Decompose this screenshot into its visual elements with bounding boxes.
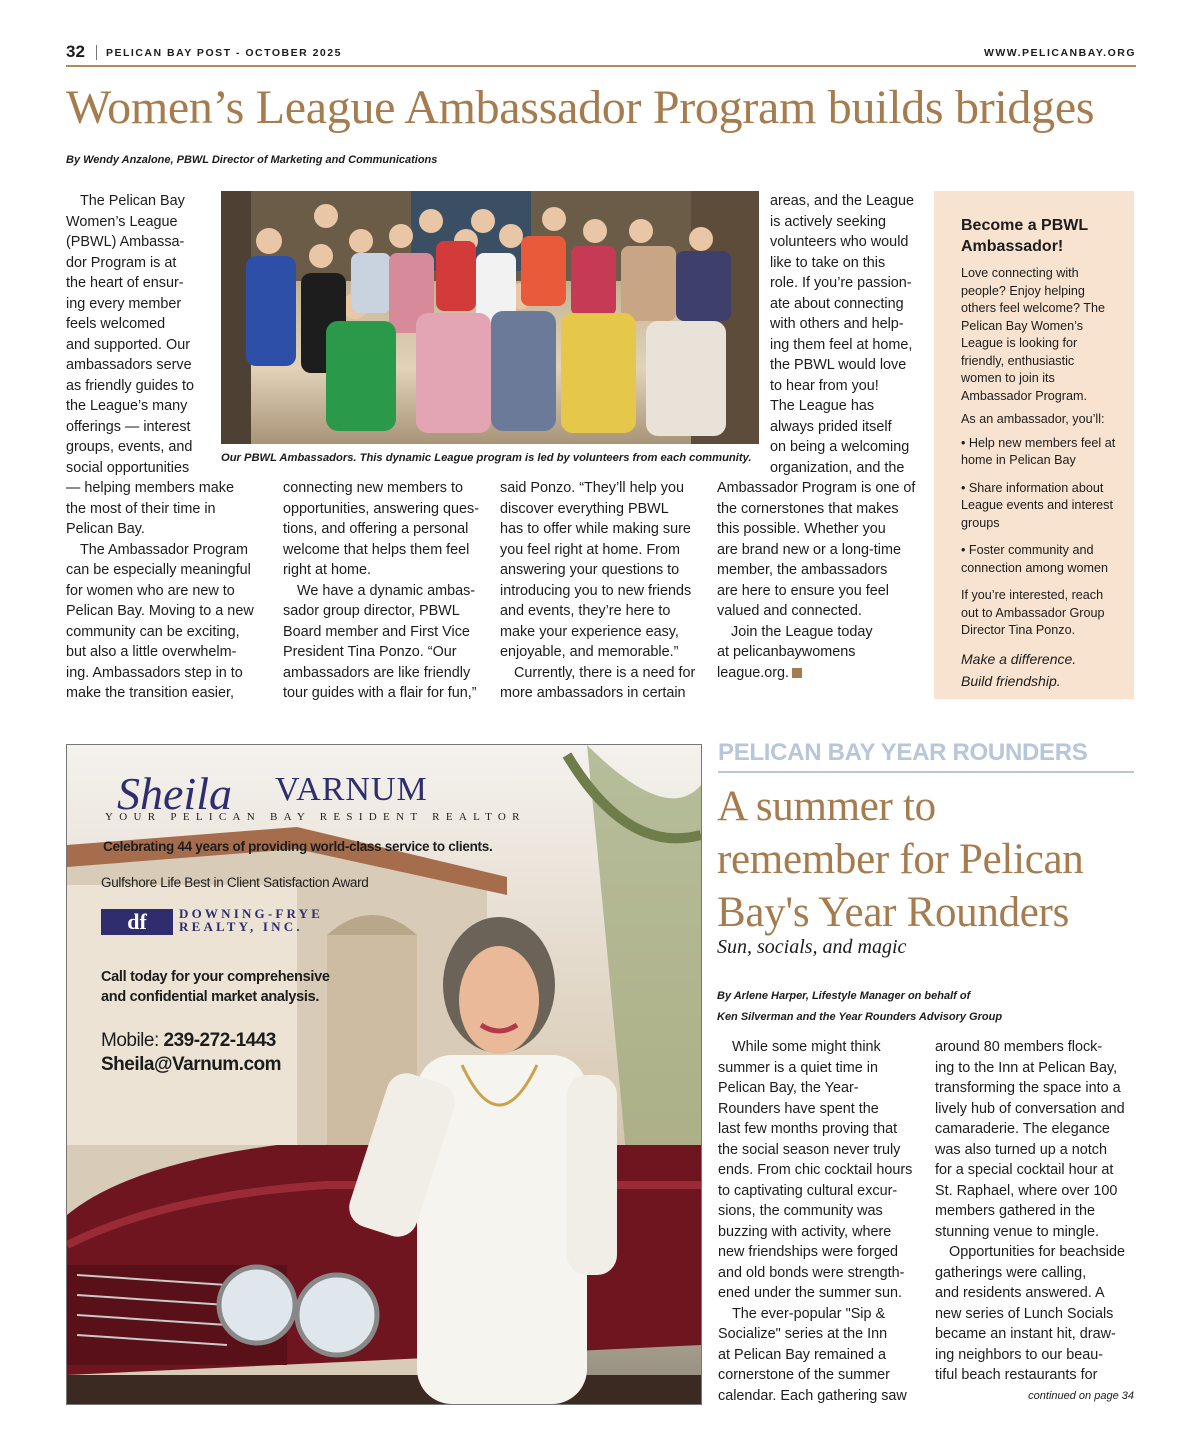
article-title-2 (717, 780, 1147, 939)
ad-name-script: Sheila (117, 768, 232, 819)
article-byline: By Wendy Anzalone, PBWL Director of Marketing and Communications (66, 154, 438, 166)
realtor-advertisement (66, 744, 702, 1405)
continued-note: continued on page 34 (1028, 1390, 1134, 1402)
byline-line: Ken Silverman and the Year Rounders Advisory Group (717, 1011, 1003, 1023)
sidebar-lead: As an ambassador, you’ll: (961, 412, 1105, 426)
realty-logo-line: REALTY, INC. (179, 919, 303, 934)
cta-line: Call today for your comprehensive (101, 969, 330, 985)
publication-name: PELICAN BAY POST - OCTOBER 2025 (106, 47, 342, 59)
section-label: PELICAN BAY YEAR ROUNDERS (718, 739, 1088, 766)
realty-logo-text (179, 907, 323, 933)
paragraph: The Pelican Bay Women’s League (PBWL) Ambassa- dor Program is at the heart of ensur- ing every member feels welcomed and supported. Our ambassadors serve as friendly guides to the League’s many offerings — interest groups, events, and social opportunities (66, 193, 194, 476)
paragraph: While some might think summer is a quiet time in Pelican Bay, the Year- Rounders have spent the last few months proving that the social season never truly ends. From chic cocktail hours to captivating cultural excur- sions, the community was buzzing with activity, where new friendships were forged and old bonds were strength- ened under the summer sun. (718, 1039, 913, 1301)
article-column-2 (283, 478, 488, 704)
slogan-line: Build friendship. (961, 672, 1061, 689)
paragraph: said Ponzo. “They’ll help you discover everything PBWL has to offer while making sure you feel right at home. From answering your questions to introducing you to new friends and events, they’re here to make your experience easy, enjoyable, and memorable.” (500, 480, 692, 660)
sidebar-bullet: • Foster community and connection among women (961, 543, 1109, 575)
group-photo-illustration (221, 191, 759, 444)
article-subtitle: Sun, socials, and magic (717, 936, 907, 958)
ad-contact (101, 1029, 281, 1077)
ad-celebrating: Celebrating 44 years of providing world-class service to clients. (103, 839, 493, 854)
website-link[interactable]: WWW.PELICANBAY.ORG (983, 47, 1136, 59)
mobile-label: Mobile: (101, 1030, 159, 1051)
group-photo (221, 191, 759, 444)
title-line: remember for Pelican (717, 836, 1084, 883)
article-title: Women’s League Ambassador Program builds bridges (66, 81, 1095, 134)
ad-email[interactable]: Sheila@Varnum.com (101, 1054, 282, 1075)
closing-text: Join the League today at pelicanbaywomens league.org. (717, 623, 873, 681)
sidebar-slogan (961, 648, 1118, 692)
article-column-4-top (770, 191, 920, 478)
article-byline-2 (717, 986, 1002, 1028)
ad-call-to-action (101, 967, 330, 1007)
ambassador-sidebar (934, 191, 1134, 699)
paragraph: The ever-popular "Sip & Socialize" series at the Inn at Pelican Bay remained a cornerstone of the summer calendar. Each gathering saw (718, 1305, 907, 1404)
sidebar-heading: Become a PBWL Ambassador! (961, 217, 1088, 255)
article2-column-1 (718, 1037, 923, 1406)
mobile-number: 239-272-1443 (163, 1030, 276, 1051)
paragraph: around 80 members flock- ing to the Inn at Pelican Bay, transforming the space into a lively hub of conversation and camaraderie. The elegance was also turned up a notch for a special cocktail hour at St. Raphael, where over 100 members gathered in the stunning venue to mingle. (935, 1039, 1125, 1240)
ad-tagline: YOUR PELICAN BAY RESIDENT REALTOR (105, 811, 526, 823)
ad-mobile[interactable] (101, 1029, 281, 1053)
ad-name-caps: VARNUM (275, 771, 428, 808)
page-number: 32 (66, 42, 85, 61)
article-column-1-bottom (66, 478, 266, 704)
paragraph: Ambassador Program is one of the cornerstones that makes this possible. Whether you are brand new or a long-time member, the ambassadors are here to ensure you feel valued and connected. (717, 480, 916, 619)
title-line: A summer to (717, 783, 936, 830)
paragraph: Currently, there is a need for more ambassadors in certain (500, 664, 696, 701)
article-column-1-top (66, 191, 216, 478)
cta-line: and confidential market analysis. (101, 989, 320, 1005)
sidebar-bullet: • Share information about League events and interest groups (961, 480, 1113, 530)
sidebar-intro: Love connecting with people? Enjoy helping others feel welcome? The Pelican Bay Women’s League is looking for friendly, enthusiastic women to join its Ambassador Program. (961, 266, 1105, 403)
section-rule (718, 771, 1134, 773)
header-divider (96, 45, 97, 60)
photo-caption: Our PBWL Ambassadors. This dynamic League program is led by volunteers from each community. (221, 452, 752, 464)
realty-logo-line: DOWNING-FRYE (179, 906, 324, 921)
paragraph: We have a dynamic ambas- sador group director, PBWL Board member and First Vice President Tina Ponzo. “Our ambassadors are like friendly tour guides with a flair for fun,” (283, 582, 477, 701)
sidebar-bullet: • Help new members feel at home in Pelican Bay (961, 435, 1116, 467)
header-rule (66, 65, 1136, 67)
sidebar-contact: If you’re interested, reach out to Ambassador Group Director Tina Ponzo. (961, 588, 1105, 637)
byline-line: By Arlene Harper, Lifestyle Manager on behalf of (717, 990, 971, 1002)
article2-column-2 (935, 1037, 1140, 1386)
paragraph: connecting new members to opportunities, answering ques- tions, and offering a personal welcome that helps them feel right at home. (283, 480, 479, 578)
paragraph (717, 622, 922, 684)
paragraph: Opportunities for beachside gatherings were calling, and residents answered. A new series of Lunch Socials became an instant hit, draw- ing neighbors to our beau- tiful beach restaurants for (935, 1244, 1125, 1383)
paragraph: areas, and the League is actively seeking volunteers who would like to take on this role. If you’re passion- ate about connecting with others and help- ing them feel at home, the PBWL would love to hear from you! The League has always prided itself on being a welcoming organization, and the (770, 193, 915, 476)
title-line: Bay's Year Rounders (717, 889, 1070, 936)
ad-award: Gulfshore Life Best in Client Satisfaction Award (101, 875, 369, 890)
slogan-line: Make a difference. (961, 650, 1077, 667)
end-mark-icon (792, 668, 802, 678)
article-column-3 (500, 478, 705, 704)
paragraph: The Ambassador Program can be especially meaningful for women who are new to Pelican Bay. Moving to a new community can be exciting, but also a little overwhelm- ing. Ambassadors step in to make the transition easier, (66, 541, 254, 701)
paragraph: — helping members make the most of their time in Pelican Bay. (66, 480, 234, 537)
article-column-4-bottom (717, 478, 922, 683)
realty-logo-mark: df (101, 909, 173, 935)
